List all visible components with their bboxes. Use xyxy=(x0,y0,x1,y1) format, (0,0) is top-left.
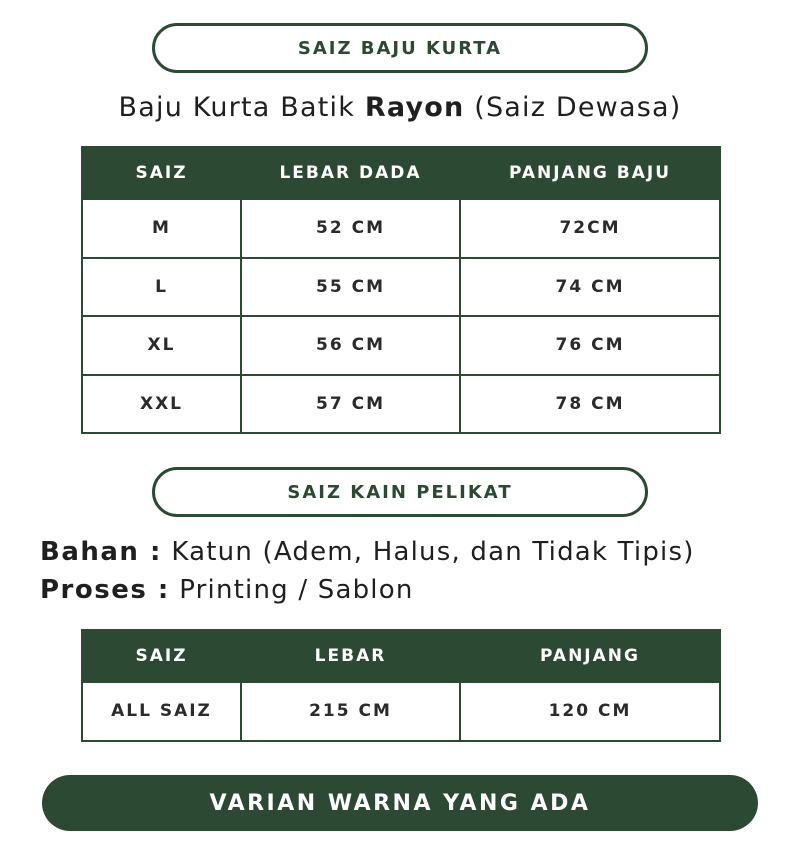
table-cell: 52 CM xyxy=(241,199,460,258)
color-variants-banner: VARIAN WARNA YANG ADA xyxy=(42,775,758,831)
bahan-label: Bahan : xyxy=(40,537,162,567)
kain-size-table xyxy=(81,629,721,742)
table-row xyxy=(82,375,720,434)
subtitle-post: (Saiz Dewasa) xyxy=(464,92,682,123)
subtitle-bold: Rayon xyxy=(364,92,465,123)
column-header: LEBAR DADA xyxy=(241,147,460,199)
table-cell: 74 CM xyxy=(460,258,720,317)
proses-value: Printing / Sablon xyxy=(169,575,414,605)
kain-size-heading: SAIZ KAIN PELIKAT xyxy=(152,467,648,517)
table-cell: 76 CM xyxy=(460,316,720,375)
kurta-size-heading: SAIZ BAJU KURTA xyxy=(152,23,648,73)
bahan-value: Katun (Adem, Halus, dan Tidak Tipis) xyxy=(161,537,695,567)
table-header-row xyxy=(82,630,720,682)
table-cell: 56 CM xyxy=(241,316,460,375)
table-row xyxy=(82,199,720,258)
column-header: LEBAR xyxy=(241,630,460,682)
kurta-size-table xyxy=(81,146,721,434)
table-row xyxy=(82,316,720,375)
kurta-subtitle xyxy=(0,92,800,123)
column-header: PANJANG xyxy=(460,630,720,682)
table-cell: 78 CM xyxy=(460,375,720,434)
table-cell: XXL xyxy=(82,375,241,434)
proses-line xyxy=(40,575,414,605)
table-cell: 55 CM xyxy=(241,258,460,317)
table-row xyxy=(82,682,720,741)
bahan-line xyxy=(40,537,695,567)
subtitle-pre: Baju Kurta Batik xyxy=(118,92,365,123)
table-cell: 215 CM xyxy=(241,682,460,741)
table-cell: 120 CM xyxy=(460,682,720,741)
table-cell: ALL SAIZ xyxy=(82,682,241,741)
column-header: PANJANG BAJU xyxy=(460,147,720,199)
table-row xyxy=(82,258,720,317)
table-cell: 57 CM xyxy=(241,375,460,434)
table-cell: L xyxy=(82,258,241,317)
table-cell: XL xyxy=(82,316,241,375)
proses-label: Proses : xyxy=(40,575,170,605)
table-header-row xyxy=(82,147,720,199)
table-cell: 72CM xyxy=(460,199,720,258)
column-header: SAIZ xyxy=(82,630,241,682)
table-cell: M xyxy=(82,199,241,258)
column-header: SAIZ xyxy=(82,147,241,199)
